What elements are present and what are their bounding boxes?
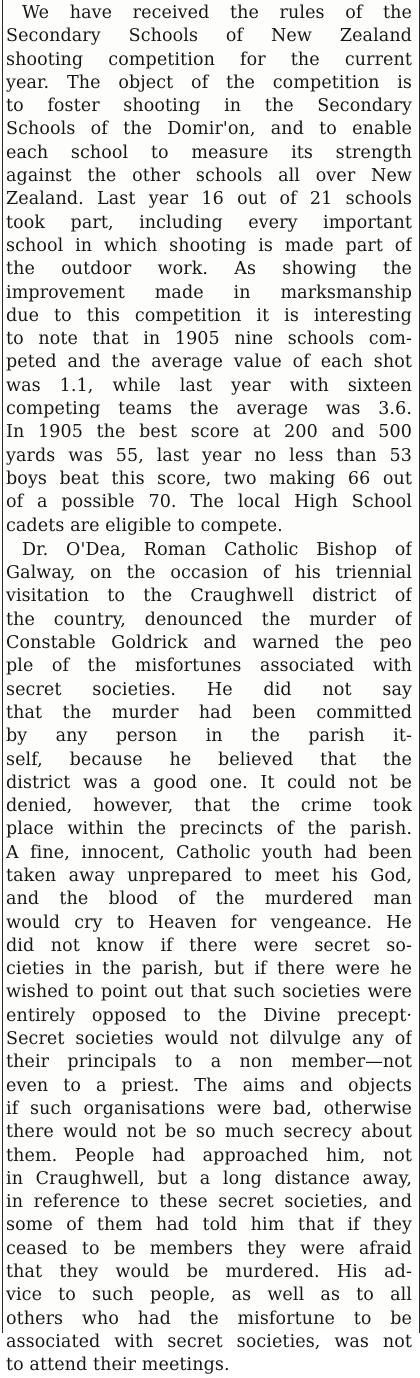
text-line: ple of the misfortunes associated with (6, 656, 412, 677)
text-line: visitation to the Craughwell district of (6, 586, 412, 607)
text-line: them. People had approached him, not (6, 1145, 412, 1166)
text-line: and the blood of the murdered man (6, 889, 412, 910)
text-line: vice to such people, as well as to all (6, 1285, 412, 1306)
text-line: to foster shooting in the Secondary (6, 96, 412, 117)
text-line: to note that in 1905 nine schools com- (6, 329, 412, 350)
text-line: Galway, on the occasion of his triennial (6, 563, 412, 584)
text-line: against the other schools all over New (6, 166, 412, 187)
text-line: district was a good one. It could not be (6, 772, 412, 793)
text-line: We have received the rules of the (22, 3, 412, 23)
text-line: Constable Goldrick and warned the peo (6, 633, 412, 654)
text-line: to attend their meetings. (6, 1355, 230, 1376)
text-line: shooting competition for the current (6, 49, 412, 70)
text-line: ceased to be members they were afraid (6, 1238, 412, 1259)
text-line: place within the precincts of the parish. (6, 819, 412, 840)
text-line: secret societies. He did not say (6, 679, 412, 700)
text-line: the country, denounced the murder of (6, 609, 412, 630)
text-line: yards was 55, last year no less than 53 (6, 445, 412, 466)
text-line: competing teams the average was 3.6. (6, 399, 412, 420)
text-line: took part, including every important (6, 212, 412, 233)
text-line: associated with secret societies, was not (6, 1331, 412, 1352)
text-line: wished to point out that such societies were (6, 982, 412, 1003)
text-line: if such organisations were bad, otherwise (6, 1098, 412, 1119)
text-line: denied, however, that the crime took (6, 796, 412, 817)
text-line: in Craughwell, but a long distance away, (6, 1168, 412, 1189)
text-line: school in which shooting is made part of (6, 235, 412, 256)
text-line: was 1.1, while last year with sixteen (6, 375, 412, 396)
text-line: by any person in the parish it- (6, 726, 412, 747)
text-line: self, because he believed that the (6, 749, 412, 770)
text-line: boys beat this score, two making 66 out (6, 468, 412, 489)
column-rule-left (2, 0, 3, 1333)
text-line: improvement made in marksmanship (6, 282, 412, 303)
text-line: Secondary Schools of New Zealand (6, 26, 412, 47)
text-line: even to a priest. The aims and objects (6, 1075, 412, 1096)
text-line: peted and the average value of each shot (6, 352, 412, 373)
text-line: of a possible 70. The local High School (6, 492, 412, 513)
text-line: in reference to these secret societies, and (6, 1192, 412, 1213)
text-line: A fine, innocent, Catholic youth had been (6, 842, 412, 863)
text-line: some of them had told him that if they (6, 1215, 412, 1236)
text-line: year. The object of the competition is (6, 72, 412, 93)
text-line: In 1905 the best score at 200 and 500 (6, 422, 412, 443)
paragraph-bishop-odea (6, 539, 412, 1378)
text-line: the outdoor work. As showing the (6, 259, 412, 280)
text-line: there would not be so much secrecy about (6, 1122, 412, 1143)
text-line: entirely opposed to the Divine precept· (6, 1005, 412, 1026)
text-line: that they would be murdered. His ad- (6, 1262, 412, 1283)
text-line: others who had the misfortune to be (6, 1308, 412, 1329)
text-line: Schools of the Domir'on, and to enable (6, 119, 412, 140)
text-line: that the murder had been committed (6, 702, 412, 723)
text-line: would cry to Heaven for vengeance. He (6, 912, 412, 933)
text-line: did not know if there were secret so- (6, 935, 412, 956)
paragraph-shooting-competition (6, 2, 412, 538)
text-line: cieties in the parish, but if there were he (6, 959, 412, 980)
text-line: Secret societies would not dilvulge any of (6, 1029, 412, 1050)
text-line: Zealand. Last year 16 out of 21 schools (6, 189, 412, 210)
text-line: due to this competition it is interesting (6, 305, 412, 326)
text-line: cadets are eligible to compete. (6, 515, 283, 536)
text-line: their principals to a non member—not (6, 1052, 412, 1073)
text-line: Dr. O'Dea, Roman Catholic Bishop of (22, 539, 412, 560)
text-line: taken away unprepared to meet his God, (6, 865, 412, 886)
text-line: each school to measure its strength (6, 142, 412, 163)
